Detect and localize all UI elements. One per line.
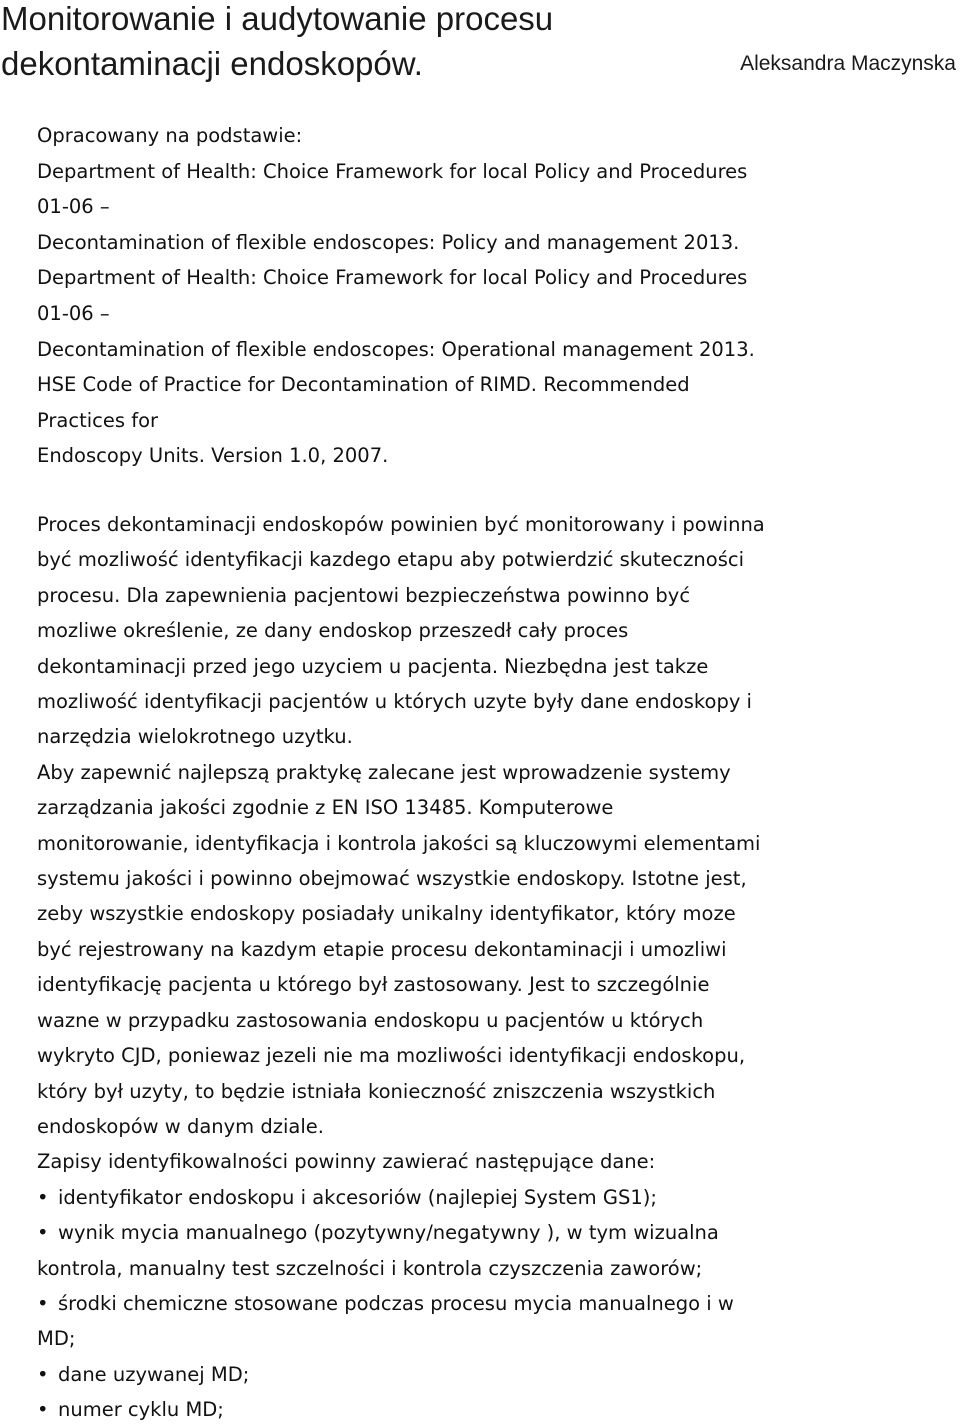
paragraph-line: wazne w przypadku zastosowania endoskopu u pacjentów u których xyxy=(37,1008,704,1032)
paragraph-line: wykryto CJD, poniewaz jezeli nie ma mozliwości identyfikacji endoskopu, xyxy=(37,1044,746,1068)
list-item xyxy=(37,1286,960,1321)
source-line: HSE Code of Practice for Decontamination of RIMD. Recommended xyxy=(37,373,690,397)
paragraph-line: być mozliwość identyfikacji kazdego etapu aby potwierdzić skuteczności xyxy=(37,548,745,572)
source-line: Department of Health: Choice Framework for local Policy and Procedures xyxy=(37,159,748,183)
source-line: Department of Health: Choice Framework for local Policy and Procedures xyxy=(37,266,748,290)
list-item-text: identyfikator endoskopu i akcesoriów (najlepiej System GS1); xyxy=(58,1185,657,1209)
source-line: Endoscopy Units. Version 1.0, 2007. xyxy=(37,444,389,468)
paragraph-line: narzędzia wielokrotnego uzytku. xyxy=(37,725,353,749)
bullet-marker: • xyxy=(37,1221,49,1245)
bullet-marker: • xyxy=(37,1398,49,1422)
paragraph-line: być rejestrowany na kazdym etapie procesu dekontaminacji i umozliwi xyxy=(37,937,727,961)
list-item xyxy=(37,1357,960,1392)
document-header xyxy=(0,0,960,90)
paragraph-line: zarządzania jakości zgodnie z EN ISO 13485. Komputerowe xyxy=(37,796,614,820)
bullet-marker: • xyxy=(37,1185,49,1209)
paragraph-line: dekontaminacji przed jego uzyciem u pacjenta. Niezbędna jest takze xyxy=(37,654,709,678)
source-line: Decontamination of flexible endoscopes: Operational management 2013. xyxy=(37,337,755,361)
paragraph-line: Aby zapewnić najlepszą praktykę zalecane jest wprowadzenie systemy xyxy=(37,760,731,784)
sources-intro: Opracowany na podstawie: xyxy=(37,124,303,147)
list-item xyxy=(37,1215,960,1250)
paragraph-line: który był uzyty, to będzie istniała konieczność zniszczenia wszystkich xyxy=(37,1079,716,1103)
paragraph-line: monitorowanie, identyfikacja i kontrola jakości są kluczowymi elementami xyxy=(37,831,761,855)
list-item xyxy=(37,1392,960,1427)
sources-section xyxy=(37,118,960,474)
main-content xyxy=(37,507,960,1428)
paragraph-line: procesu. Dla zapewnienia pacjentowi bezpieczeństwa powinno być xyxy=(37,583,691,607)
bullet-marker: • xyxy=(37,1291,49,1315)
source-line: Decontamination of flexible endoscopes: Policy and management 2013. xyxy=(37,230,740,254)
paragraph-line: systemu jakości i powinno obejmować wszystkie endoskopy. Istotne jest, xyxy=(37,867,747,891)
bullet-marker: • xyxy=(37,1362,49,1386)
paragraph-line: mozliwość identyfikacji pacjentów u których uzyte były dane endoskopy i xyxy=(37,690,752,714)
paragraph-line: identyfikację pacjenta u którego był zastosowany. Jest to szczególnie xyxy=(37,973,710,997)
paragraph-line: Proces dekontaminacji endoskopów powinien być monitorowany i powinna xyxy=(37,513,765,536)
paragraph-line: endoskopów w danym dziale. xyxy=(37,1114,324,1138)
list-item-continuation: kontrola, manualny test szczelności i kontrola czyszczenia zaworów; xyxy=(37,1256,703,1280)
paragraph-line: zeby wszystkie endoskopy posiadały unikalny identyfikator, który moze xyxy=(37,902,736,926)
source-line: Practices for xyxy=(37,408,159,432)
list-intro: Zapisy identyfikowalności powinny zawierać następujące dane: xyxy=(37,1150,656,1174)
source-line: 01-06 – xyxy=(37,301,110,325)
list-item-text: środki chemiczne stosowane podczas procesu mycia manualnego i w xyxy=(58,1291,734,1315)
list-item-text: wynik mycia manualnego (pozytywny/negatywny ), w tym wizualna xyxy=(58,1221,719,1245)
page-title-line-2: dekontaminacji endoskopów. xyxy=(1,45,423,82)
list-item-continuation: MD; xyxy=(37,1327,76,1351)
source-line: 01-06 – xyxy=(37,195,110,219)
page-title-line-1: Monitorowanie i audytowanie procesu xyxy=(1,0,554,37)
paragraph-line: mozliwe określenie, ze dany endoskop przeszedł cały proces xyxy=(37,619,629,643)
author-name: Aleksandra Maczynska xyxy=(740,52,956,75)
list-item xyxy=(37,1180,960,1215)
list-item-text: numer cyklu MD; xyxy=(58,1398,224,1422)
list-item-text: dane uzywanej MD; xyxy=(58,1362,250,1386)
